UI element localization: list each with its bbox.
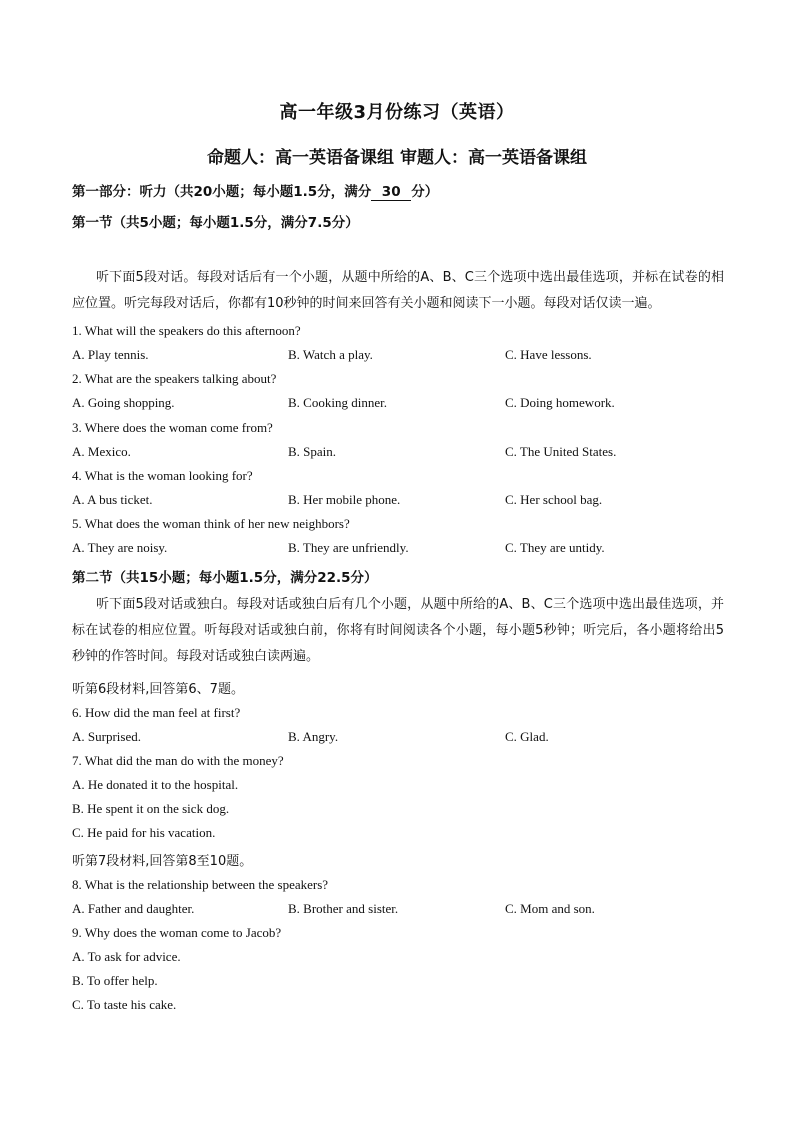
option-c: C. He paid for his vacation. [72, 825, 216, 840]
part1-heading-suffix: 分） [411, 184, 439, 200]
question-stem: 6. How did the man feel at first? [72, 705, 241, 720]
option-a: A. They are noisy. [72, 540, 168, 555]
question-stem: 7. What did the man do with the money? [72, 753, 284, 768]
section1-heading: 第一节（共5小题；每小题1.5分，满分7.5分） [72, 215, 359, 231]
option-a: A. He donated it to the hospital. [72, 777, 239, 792]
part1-heading [72, 180, 438, 201]
option-b: B. Cooking dinner. [288, 395, 387, 410]
page-subtitle: 命题人：高一英语备课组 审题人：高一英语备课组 [207, 148, 587, 168]
option-c: C. Her school bag. [505, 492, 603, 507]
option-c: C. They are untidy. [505, 540, 605, 555]
option-b: B. He spent it on the sick dog. [72, 801, 230, 816]
material-7-note: 听第7段材料,回答第8至10题。 [72, 854, 253, 869]
question-stem: 2. What are the speakers talking about? [72, 371, 277, 386]
option-c: C. Have lessons. [505, 347, 592, 362]
option-c: C. Mom and son. [505, 901, 595, 916]
option-a: A. To ask for advice. [72, 949, 181, 964]
option-a: A. Father and daughter. [72, 901, 195, 916]
option-c: C. Doing homework. [505, 395, 615, 410]
question-stem: 3. Where does the woman come from? [72, 420, 273, 435]
section1-instructions: 听下面5段对话。每段对话后有一个小题，从题中所给的A、B、C三个选项中选出最佳选项，并标在试卷的相应位置。听完每段对话后，你都有10秒钟的时间来回答有关小题和阅读下一小题。每段对话仅读一遍。 [72, 270, 724, 311]
option-b: B. Spain. [288, 444, 337, 459]
question-stem: 5. What does the woman think of her new neighbors? [72, 516, 350, 531]
option-b: B. Angry. [288, 729, 339, 744]
page-title: 高一年级3月份练习（英语） [279, 102, 515, 123]
option-a: A. A bus ticket. [72, 492, 153, 507]
material-6-note: 听第6段材料,回答第6、7题。 [72, 682, 244, 697]
option-c: C. The United States. [505, 444, 617, 459]
option-a: A. Mexico. [72, 444, 131, 459]
option-c: C. To taste his cake. [72, 997, 177, 1012]
option-c: C. Glad. [505, 729, 549, 744]
question-stem: 9. Why does the woman come to Jacob? [72, 925, 282, 940]
option-b: B. Brother and sister. [288, 901, 399, 916]
option-b: B. To offer help. [72, 973, 158, 988]
part1-heading-prefix: 第一部分：听力（共20小题；每小题1.5分，满分 [72, 184, 372, 200]
option-a: A. Surprised. [72, 729, 141, 744]
question-stem: 4. What is the woman looking for? [72, 468, 253, 483]
option-a: A. Play tennis. [72, 347, 149, 362]
score-blank: 30 [371, 184, 411, 201]
option-a: A. Going shopping. [72, 395, 175, 410]
section2-heading: 第二节（共15小题；每小题1.5分，满分22.5分） [72, 570, 378, 586]
option-b: B. Watch a play. [288, 347, 373, 362]
option-b: B. They are unfriendly. [288, 540, 409, 555]
option-b: B. Her mobile phone. [288, 492, 401, 507]
section2-instructions: 听下面5段对话或独白。每段对话或独白后有几个小题，从题中所给的A、B、C三个选项中选出最佳选项，并标在试卷的相应位置。听每段对话或独白前，你将有时间阅读各个小题，每小题5秒钟；听完后，各小题将给出5秒钟的作答时间。每段对话或独白读两遍。 [72, 597, 724, 664]
question-stem: 1. What will the speakers do this afternoon? [72, 323, 301, 338]
question-stem: 8. What is the relationship between the speakers? [72, 877, 329, 892]
